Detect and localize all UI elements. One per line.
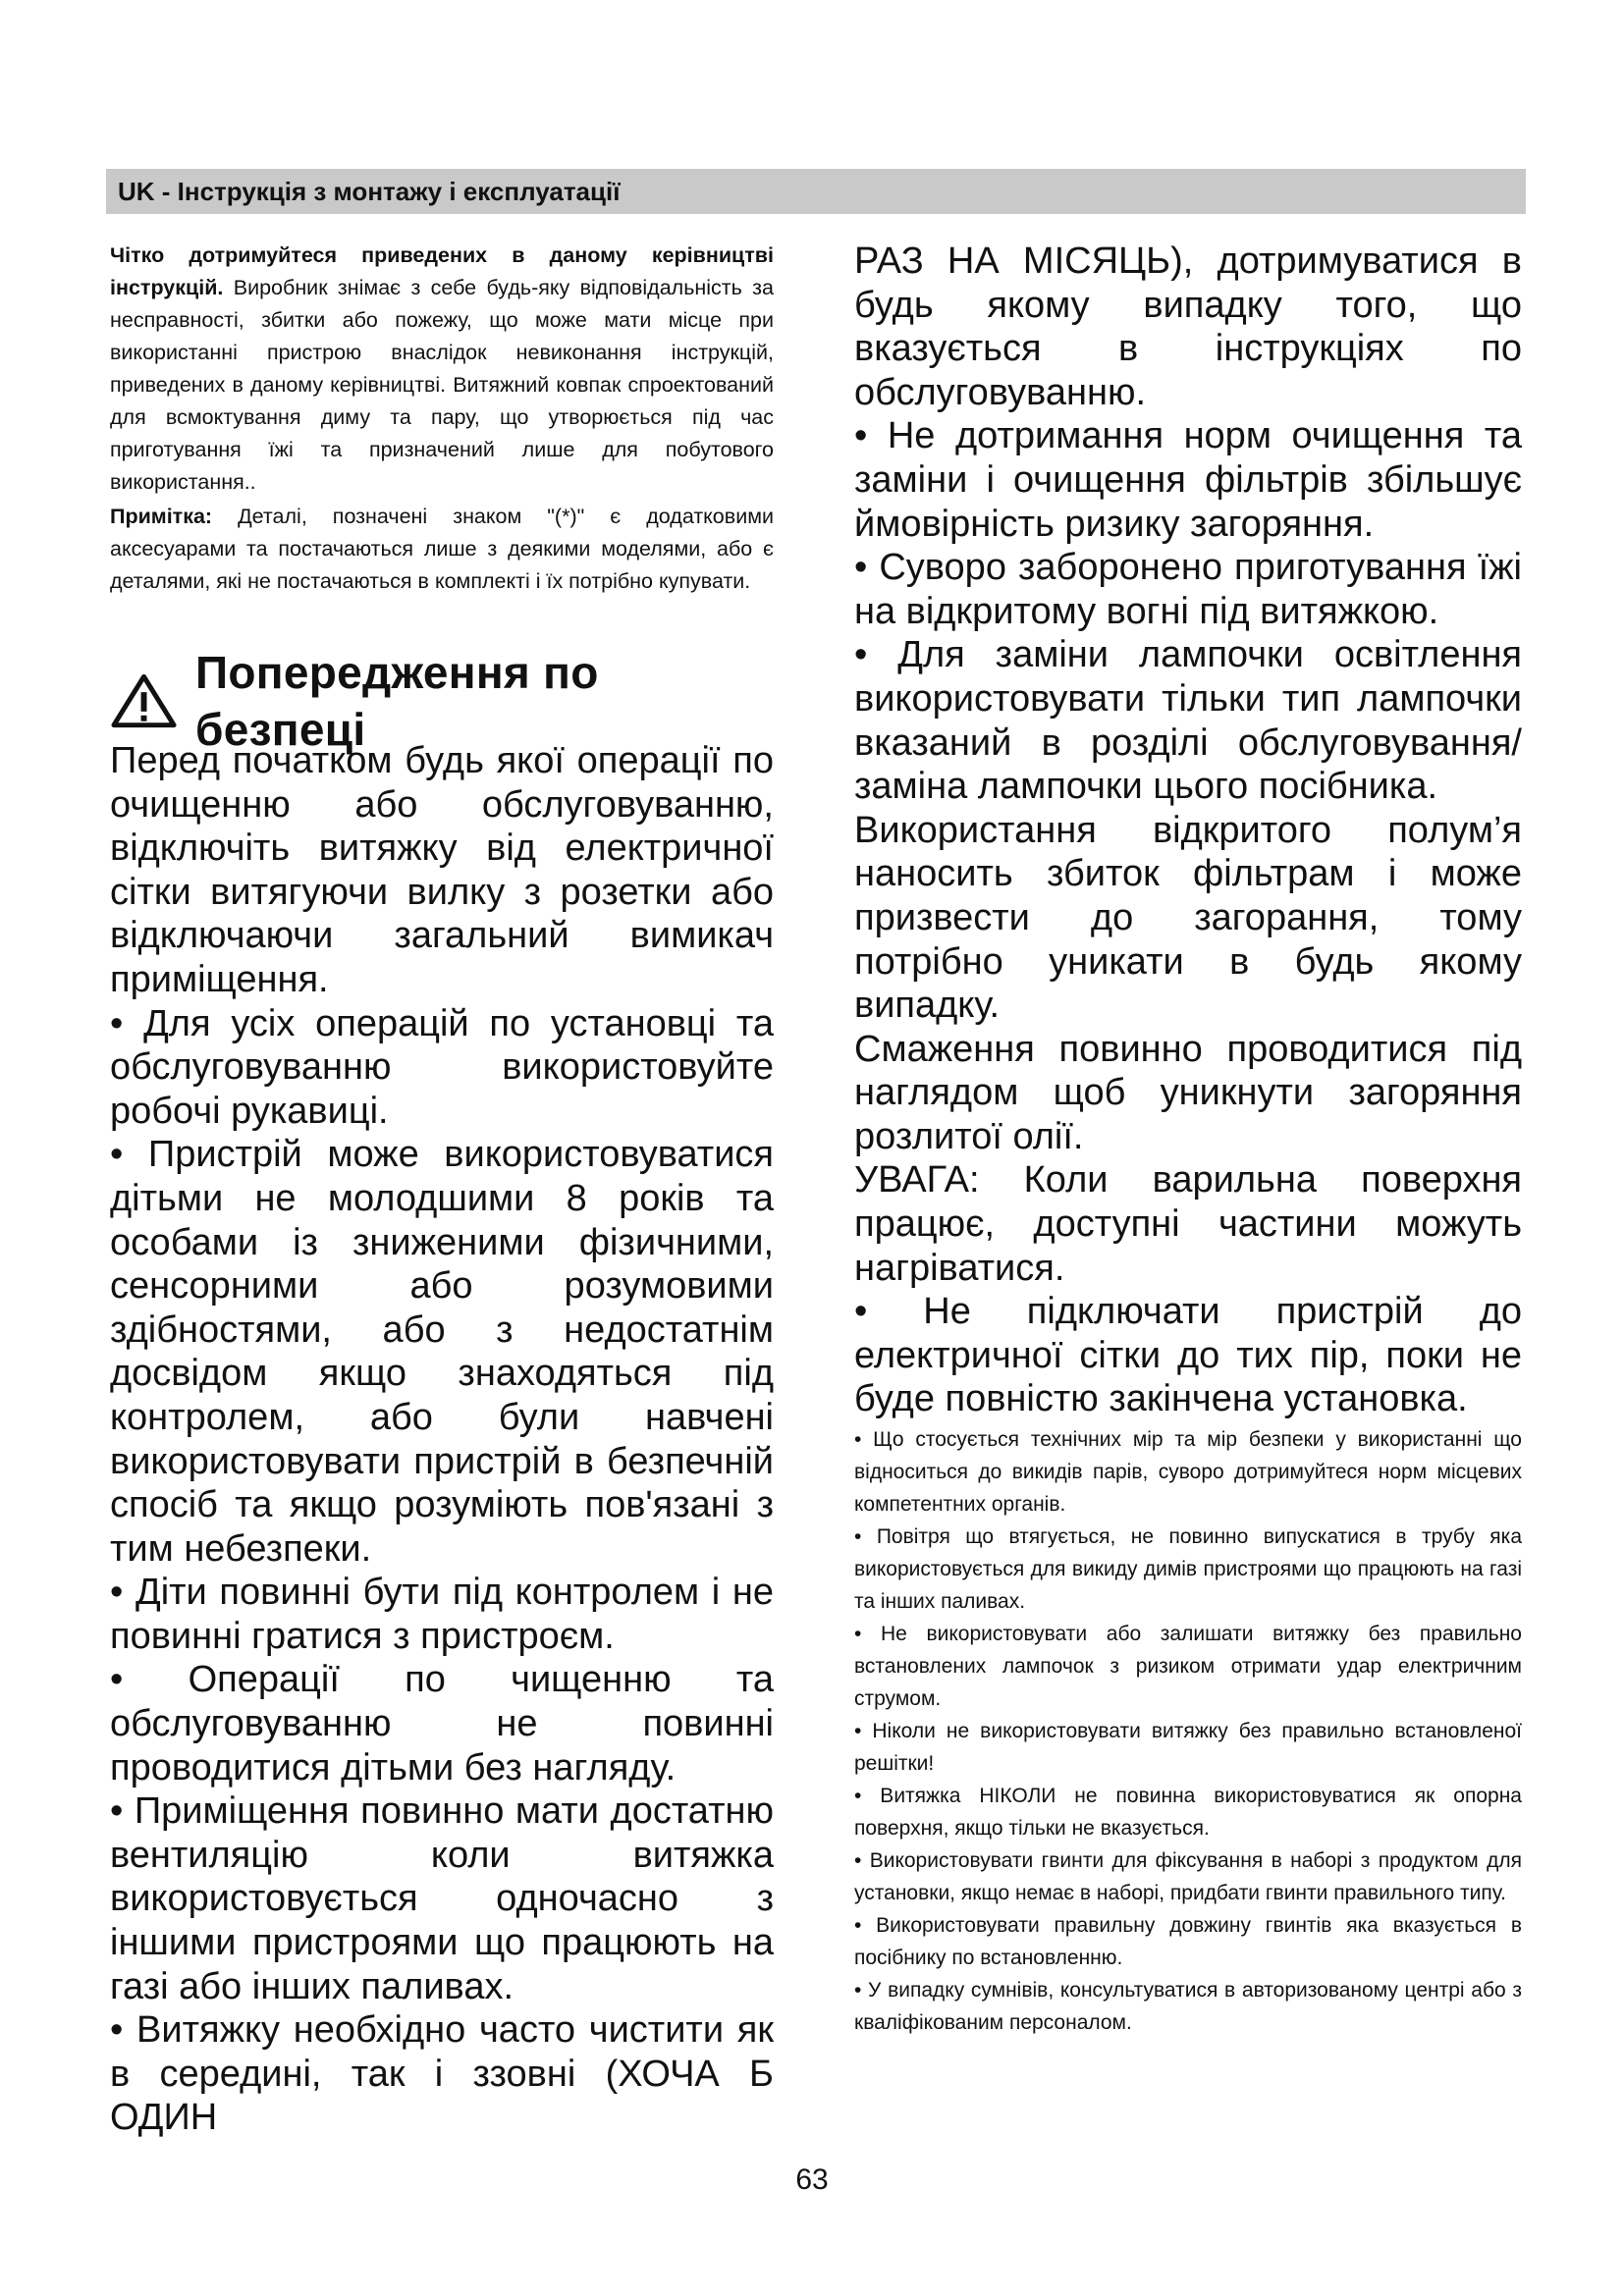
safety-paragraph: • Діти повинні бути під контролем і не повинні гратися з пристроєм. [110,1572,774,1657]
safety-small-item: • Не використовувати або залишати витяжку без правильно встановлених лампочок з ризиком отримати удар електричним струмом. [854,1623,1522,1711]
safety-paragraph: • Витяжку необхідно часто чистити як в середині, так і ззовні (ХОЧА Б ОДИН [110,2009,774,2139]
warning-triangle-icon [110,672,178,729]
note-label: Примітка: [110,505,213,528]
note-paragraph [110,501,774,598]
safety-small-item: • У випадку сумнівів, консультуватися в авторизованому центрі або з кваліфікованим персоналом. [854,1979,1522,2035]
intro-lead-text: Виробник знімає з себе будь-яку відповідальність за несправності, збитки або пожежу, що може мати місце при використанні пристрою внаслідок невиконання інструкцій, приведених в даному керівництві. Витяжний ковпак спроектований для всмоктування диму та пару, що утворюється під час приготування їжі та призначений лише для побутового використання.. [110,276,774,494]
right-column [854,240,1522,2039]
safety-paragraph: РАЗ НА МІСЯЦЬ), дотримуватися в будь якому випадку того, що вказується в інструкціях по обслуговуванню. [854,240,1522,413]
safety-small-item: • Повітря що втягується, не повинно випускатися в трубу яка використовується для викиду димів пристроями що працюють на газі та інших паливах. [854,1525,1522,1614]
safety-paragraph: Смаження повинно проводитися під наглядом щоб уникнути загоряння розлитої олії. [854,1028,1522,1157]
safety-title: Попередження по безпеці [195,647,599,755]
safety-paragraph: • Не дотримання норм очищення та заміни і очищення фільтрів збільшує ймовірність ризику загоряння. [854,415,1522,545]
section-header: UK - Інструкція з монтажу і експлуатації [106,169,1526,214]
safety-small-item: • Ніколи не використовувати витяжку без правильно встановленої решітки! [854,1720,1522,1776]
intro-paragraph [110,240,774,499]
safety-small-item: • Що стосується технічних мір та мір безпеки у використанні що відноситься до викидів парів, суворо дотримуйтеся норм місцевих компетентних органів. [854,1428,1522,1517]
safety-paragraph: • Для заміни лампочки освітлення використовувати тільки тип лампочки вказаний в розділі обслуговування/заміна лампочки цього посібника. [854,634,1522,808]
intro-lead-bold: Чітко дотримуйтеся приведених в даному керівництві інструкцій. [110,243,774,299]
safety-paragraph: • Операції по чищенню та обслуговуванню не повинні проводитися дітьми без нагляду. [110,1659,774,1789]
safety-small-list [854,1423,1522,2039]
safety-paragraph: Перед початком будь якої операції по очищенню або обслуговуванню, відключіть витяжку від електричної сітки витягуючи вилку з розетки або відключаючи загальний вимикач приміщення. [110,740,774,1000]
safety-heading [110,647,774,755]
safety-paragraph: УВАГА: Коли варильна поверхня працює, доступні частини можуть нагріватися. [854,1159,1522,1289]
safety-paragraph: Використання відкритого полум’я наносить збиток фільтрам і може призвести до загорання, тому потрібно уникати в будь якому випадку. [854,809,1522,1027]
safety-paragraph: • Суворо заборонено приготування їжі на відкритому вогні під витяжкою. [854,547,1522,632]
safety-small-item: • Витяжка НІКОЛИ не повинна використовуватися як опорна поверхня, якщо тільки не вказується. [854,1785,1522,1841]
safety-paragraph: • Не підключати пристрій до електричної сітки до тих пір, поки не буде повністю закінчена установка. [854,1291,1522,1420]
safety-paragraph: • Приміщення повинно мати достатню вентиляцію коли витяжка використовується одночасно з іншими пристроями що працюють на газі або інших паливах. [110,1790,774,2007]
safety-small-item: • Використовувати гвинти для фіксування в наборі з продуктом для установки, якщо немає в наборі, придбати гвинти правильного типу. [854,1849,1522,1905]
safety-paragraph: • Для усіх операцій по установці та обслуговуванню використовуйте робочі рукавиці. [110,1002,774,1132]
safety-small-item: • Використовувати правильну довжину гвинтів яка вказується в посібнику по встановленню. [854,1914,1522,1970]
note-text: Деталі, позначені знаком "(*)" є додатковими аксесуарами та постачаються лише з деякими моделями, або є деталями, які не постачаються в комплекті і їх потрібно купувати. [110,505,774,593]
left-column [110,240,774,2140]
page-number: 63 [795,2163,829,2196]
safety-paragraph: • Пристрій може використовуватися дітьми не молодшими 8 років та особами із зниженими фізичними, сенсорними або розумовими здібностями, або з недостатнім досвідом якщо знаходяться під контролем, або були навчені використовувати пристрій в безпечній спосіб та якщо розуміють пов'язані з тим небезпеки. [110,1134,774,1570]
